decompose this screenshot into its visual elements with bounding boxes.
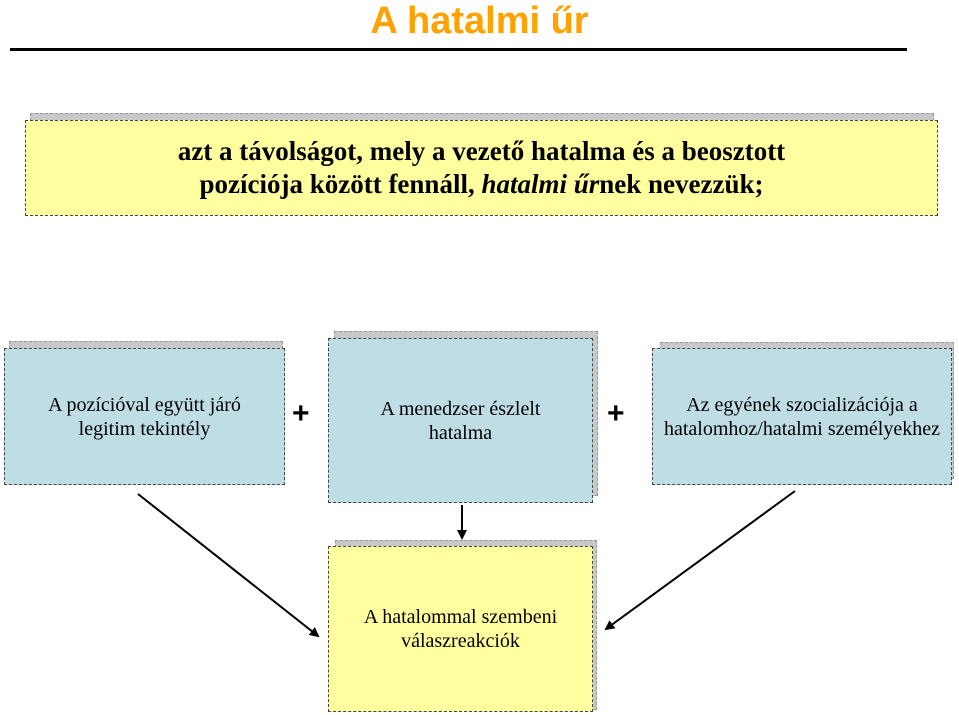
definition-emphasis: hatalmi űr xyxy=(481,169,600,199)
definition-line-2: pozíciója között fennáll, hatalmi űrnek nevezzük; xyxy=(199,169,764,199)
box-reactions-label: A hatalommal szembeni válaszreakciók xyxy=(363,606,558,652)
plus-sign-2: + xyxy=(607,397,625,430)
definition-line-1: azt a távolságot, mely a vezető hatalma és a beosztott xyxy=(177,136,786,166)
arrow-left-to-bottom xyxy=(138,494,318,636)
box-perceived-power-label: A menedzser észlelt hatalma xyxy=(380,397,541,444)
arrow-right-to-bottom xyxy=(606,491,795,629)
plus-sign-1: + xyxy=(292,397,310,430)
box-legitimate-authority-label: A pozícióval együtt járó legitim tekintély xyxy=(48,393,241,440)
page-title: A hatalmi űr xyxy=(370,0,589,42)
box-socialization-label: Az egyének szocializációja a hatalomhoz/hatalmi személyekhez xyxy=(664,393,940,440)
